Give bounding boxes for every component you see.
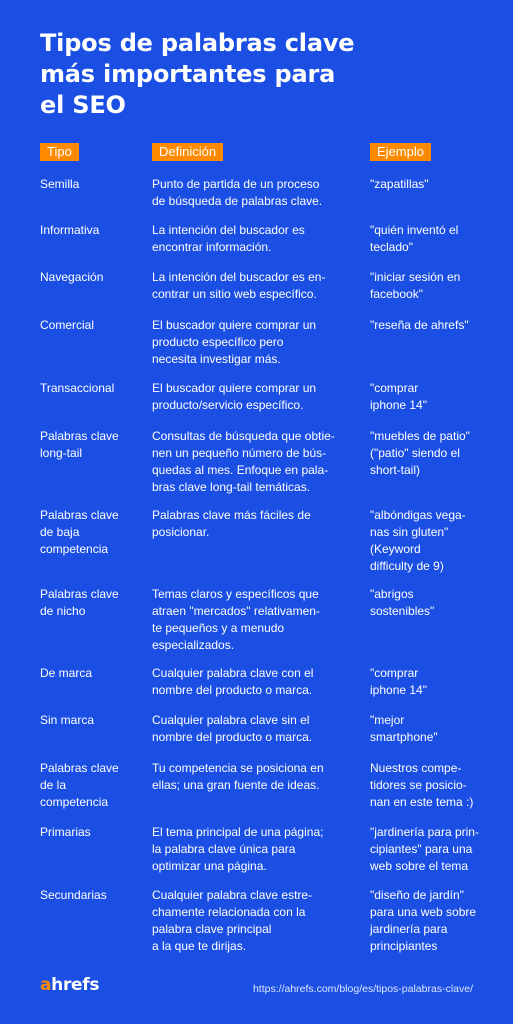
row-definicion: Temas claros y específicos que atraen "mercados" relativamen- te pequeños y a menudo especializados. [152,587,320,652]
row-tipo: Sin marca [40,713,95,727]
row-definicion: Punto de partida de un proceso de búsqueda de palabras clave. [152,177,323,208]
row-definicion: La intención del buscador es encontrar información. [152,223,305,254]
row-ejemplo: "jardinería para prin- cipiantes" para una web sobre el tema [370,825,479,873]
row-definicion: El buscador quiere comprar un producto específico pero necesita investigar más. [152,318,317,366]
row-definicion: El tema principal de una página; la palabra clave única para optimizar una página. [152,825,324,873]
row-tipo: Comercial [40,318,95,332]
row-tipo: Palabras clave long-tail [40,429,119,460]
row-tipo: Primarias [40,825,91,839]
row-tipo: Secundarias [40,888,107,902]
row-tipo: Semilla [40,177,80,191]
row-definicion: Consultas de búsqueda que obtie- nen un pequeño número de bús- quedas al mes. Enfoque en pala- bras clave long-tail temáticas. [152,429,335,494]
row-definicion: Cualquier palabra clave con el nombre del producto o marca. [152,666,314,697]
row-ejemplo: "quién inventó el teclado" [370,223,459,254]
row-ejemplo: "abrigos sostenibles" [370,587,435,618]
row-tipo: De marca [40,666,93,680]
row-ejemplo: "comprar iphone 14" [370,381,427,412]
row-tipo: Transaccional [40,381,115,395]
row-definicion: Cualquier palabra clave estre- chamente relacionada con la palabra clave principal a la que te dirijas. [152,888,313,953]
header-ejemplo: Ejemplo [370,143,431,161]
row-tipo: Informativa [40,223,100,237]
row-definicion: Cualquier palabra clave sin el nombre del producto o marca. [152,713,313,744]
row-tipo: Palabras clave de la competencia [40,761,119,809]
row-definicion: La intención del buscador es en- contrar un sitio web específico. [152,270,326,301]
row-ejemplo: Nuestros compe- tidores se posicio- nan en este tema :) [370,761,474,809]
header-definicion: Definición [152,143,223,161]
row-tipo: Palabras clave de baja competencia [40,508,119,556]
row-definicion: Palabras clave más fáciles de posicionar. [152,508,311,539]
row-ejemplo: "zapatillas" [370,177,429,191]
row-ejemplo: "comprar iphone 14" [370,666,427,697]
row-ejemplo: "reseña de ahrefs" [370,318,469,332]
page-title: Tipos de palabras clave más importantes para el SEO [40,29,355,119]
row-definicion: Tu competencia se posiciona en ellas; una gran fuente de ideas. [152,761,324,792]
ahrefs-logo: ahrefs [40,975,100,995]
row-ejemplo: "diseño de jardín" para una web sobre jardinería para principiantes [370,888,477,953]
row-tipo: Navegación [40,270,104,284]
row-definicion: El buscador quiere comprar un producto/servicio específico. [152,381,317,412]
row-ejemplo: "mejor smartphone" [370,713,438,744]
header-tipo: Tipo [40,143,79,161]
row-ejemplo: "iniciar sesión en facebook" [370,270,461,301]
source-url: https://ahrefs.com/blog/es/tipos-palabras-clave/ [252,983,473,995]
row-ejemplo: "muebles de patio" ("patio" siendo el short-tail) [370,429,470,477]
row-tipo: Palabras clave de nicho [40,587,119,618]
row-ejemplo: "albóndigas vega- nas sin gluten" (Keyword difficulty de 9) [370,508,466,573]
